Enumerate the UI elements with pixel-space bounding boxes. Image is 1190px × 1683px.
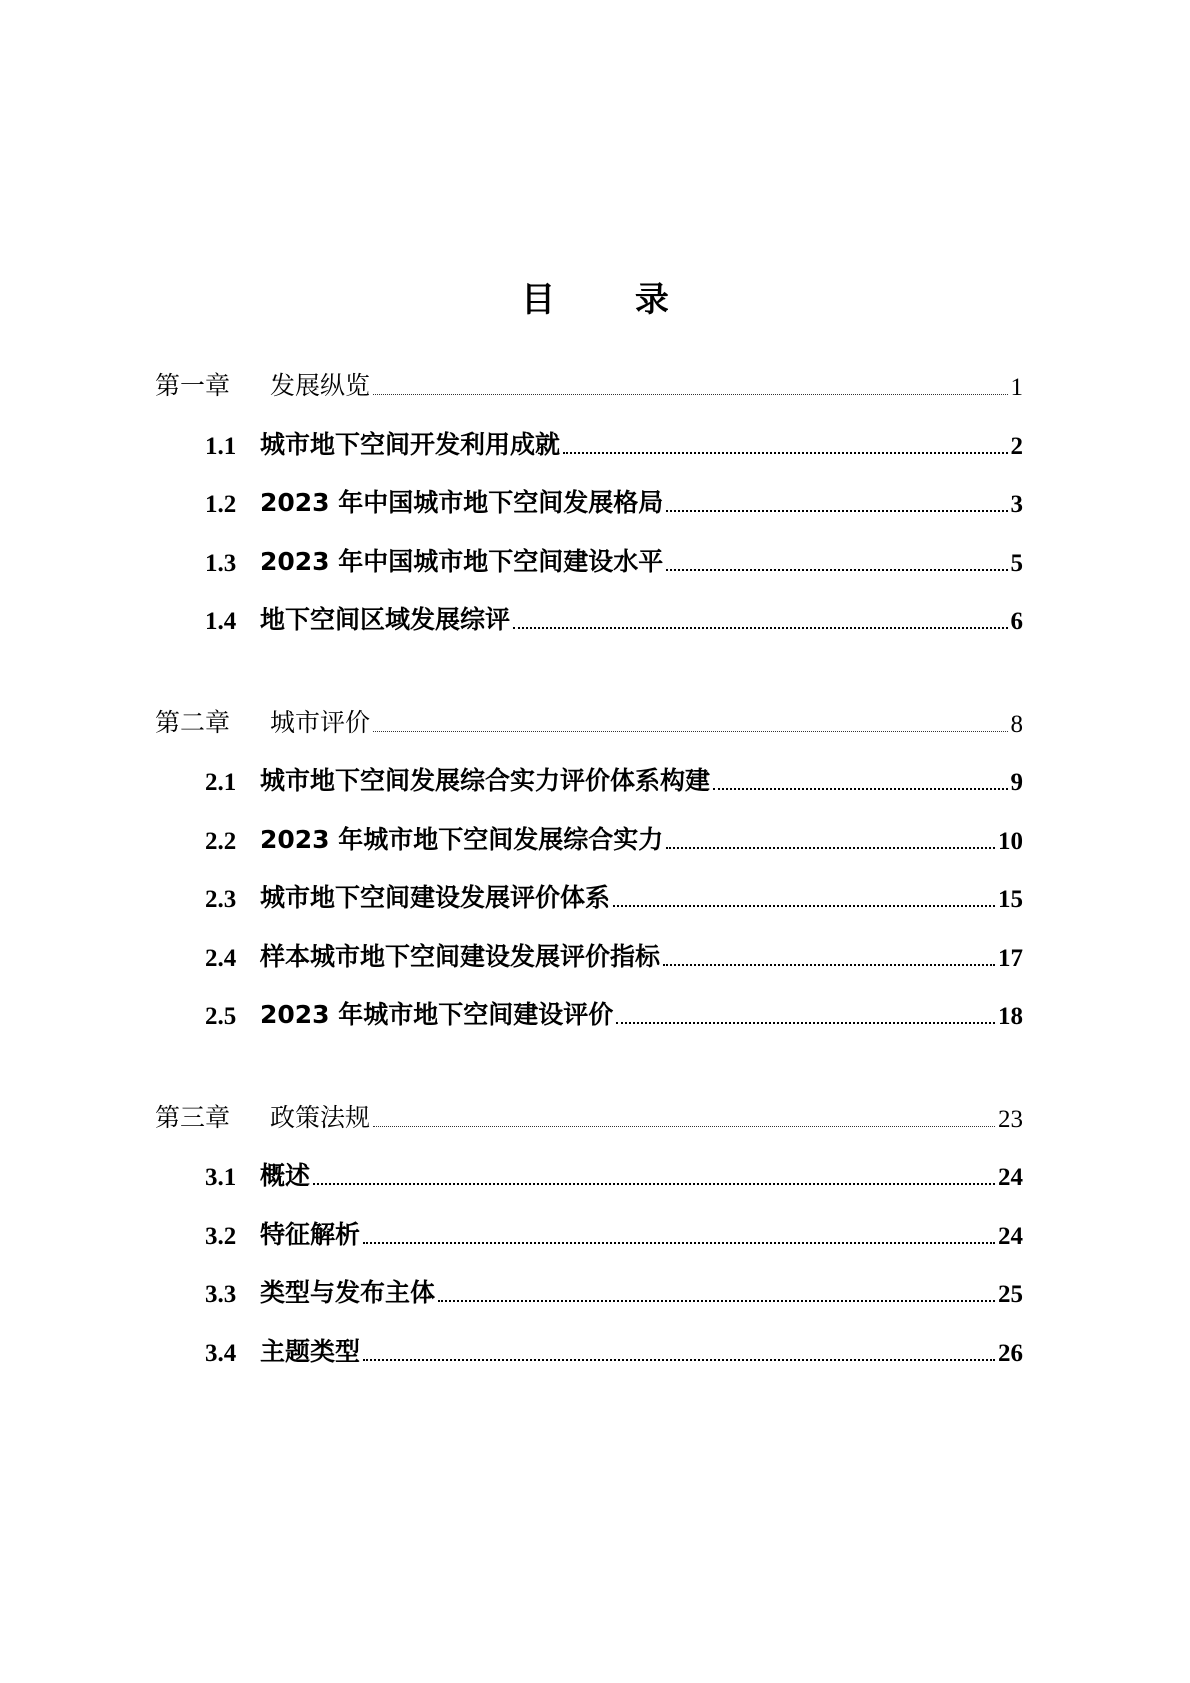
section-title: 特征解析: [260, 1219, 361, 1249]
page-number: 3: [1010, 491, 1023, 518]
toc-section-entry[interactable]: [155, 1328, 1023, 1368]
section-title: 2023 年中国城市地下空间发展格局: [260, 488, 664, 517]
dot-leader: [373, 731, 1007, 732]
page-number: 6: [1010, 608, 1023, 635]
chapter-label: 第一章: [155, 371, 231, 400]
page-number: 8: [1010, 710, 1023, 738]
toc-section-entry[interactable]: [155, 538, 1023, 578]
section-title: 地下空间区域发展综评: [260, 605, 511, 634]
section-number: 2.3: [205, 886, 237, 913]
section-title: 城市地下空间发展综合实力评价体系构建: [260, 766, 711, 795]
chapter-label: 第二章: [155, 707, 231, 737]
section-number: 3.1: [205, 1164, 237, 1191]
chapter-title: 发展纵览: [270, 371, 371, 400]
page-number: 5: [1010, 549, 1023, 577]
toc-section-entry[interactable]: [155, 479, 1023, 519]
dot-leader: [563, 452, 1007, 454]
section-number: 3.2: [205, 1222, 237, 1250]
section-number: 3.3: [205, 1281, 237, 1308]
chapter-title: 政策法规: [270, 1102, 371, 1132]
section-title: 样本城市地下空间建设发展评价指标: [260, 941, 661, 971]
page-number: 25: [998, 1281, 1023, 1308]
page-number: 18: [998, 1003, 1023, 1030]
dot-leader: [616, 1022, 995, 1024]
section-title: 城市地下空间建设发展评价体系: [260, 883, 611, 912]
section-number: 1.2: [205, 491, 237, 518]
dot-leader: [513, 627, 1007, 629]
toc-section-entry[interactable]: [155, 874, 1023, 914]
dot-leader: [663, 964, 995, 966]
page-number: 2: [1010, 432, 1023, 460]
page-number: 10: [998, 827, 1023, 855]
section-title: 城市地下空间开发利用成就: [260, 429, 561, 459]
section-title: 2023 年城市地下空间发展综合实力: [260, 824, 664, 854]
toc-title: 目 录: [521, 280, 703, 320]
dot-leader: [613, 905, 995, 907]
page-number: 26: [998, 1339, 1023, 1367]
section-number: 2.2: [205, 827, 237, 855]
toc-chapter-entry[interactable]: [155, 1094, 1023, 1134]
section-number: 1.3: [205, 549, 237, 577]
toc-section-entry[interactable]: [155, 1269, 1023, 1309]
toc-section-entry[interactable]: [155, 757, 1023, 797]
toc-section-entry[interactable]: [155, 1152, 1023, 1192]
toc-section-entry[interactable]: [155, 816, 1023, 856]
section-title: 主题类型: [260, 1336, 361, 1366]
page-number: 24: [998, 1222, 1023, 1250]
page-number: 1: [1010, 374, 1023, 401]
dot-leader: [666, 847, 995, 849]
section-number: 2.5: [205, 1003, 237, 1030]
chapter-title: 城市评价: [270, 707, 371, 737]
section-number: 2.1: [205, 769, 237, 796]
page-number: 24: [998, 1164, 1023, 1191]
toc-section-entry[interactable]: [155, 991, 1023, 1031]
dot-leader: [313, 1183, 995, 1185]
chapter-label: 第三章: [155, 1102, 231, 1132]
page-number: 9: [1010, 769, 1023, 796]
toc-section-entry[interactable]: [155, 596, 1023, 636]
section-number: 2.4: [205, 944, 237, 972]
page-number: 23: [998, 1105, 1023, 1133]
section-number: 1.4: [205, 608, 237, 635]
dot-leader: [373, 1126, 995, 1127]
section-title: 概述: [260, 1161, 311, 1190]
dot-leader: [713, 788, 1007, 790]
toc-section-entry[interactable]: [155, 1211, 1023, 1251]
page-number: 17: [998, 944, 1023, 972]
toc-chapter-entry[interactable]: [155, 362, 1023, 402]
page-number: 15: [998, 886, 1023, 913]
dot-leader: [666, 510, 1007, 512]
section-number: 3.4: [205, 1339, 237, 1367]
section-title: 类型与发布主体: [260, 1278, 436, 1307]
section-title: 2023 年中国城市地下空间建设水平: [260, 546, 664, 576]
section-number: 1.1: [205, 432, 237, 460]
dot-leader: [438, 1300, 995, 1302]
dot-leader: [363, 1242, 995, 1244]
dot-leader: [373, 394, 1007, 395]
toc-chapter-entry[interactable]: [155, 699, 1023, 739]
toc-section-entry[interactable]: [155, 933, 1023, 973]
section-title: 2023 年城市地下空间建设评价: [260, 1000, 614, 1029]
dot-leader: [363, 1359, 995, 1361]
dot-leader: [666, 569, 1007, 571]
toc-section-entry[interactable]: [155, 421, 1023, 461]
